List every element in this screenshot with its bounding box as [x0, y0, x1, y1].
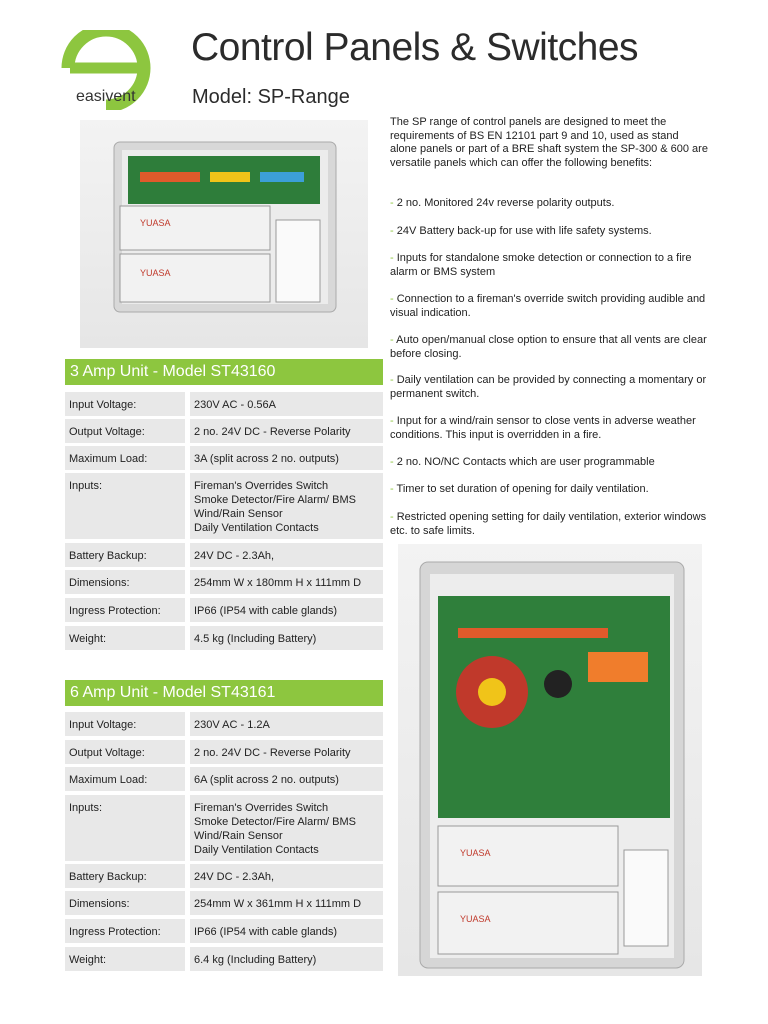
- spec-label: Maximum Load:: [65, 767, 185, 791]
- spec-row: [65, 543, 383, 567]
- unit-6amp-heading: 6 Amp Unit - Model ST43161: [65, 680, 383, 706]
- intro-paragraph: The SP range of control panels are designed to meet the requirements of BS EN 12101 part 9 and 10, used as stand alone panels or part of a BRE shaft system the SP-300 & 600 are versatile panels which can offer the following benefits:: [390, 116, 708, 169]
- page-title: Control Panels & Switches: [191, 26, 639, 69]
- control-panel-photo-large: [398, 544, 702, 976]
- control-panel-photo-small: [80, 120, 368, 348]
- battery-brand-text-2: YUASA: [140, 268, 171, 278]
- benefit-text: Restricted opening setting for daily ventilation, exterior windows etc. to safe limits.: [390, 511, 707, 537]
- spec-label: Input Voltage:: [65, 392, 185, 416]
- spec-value: 3A (split across 2 no. outputs): [190, 446, 383, 470]
- bullet-dash-icon: -: [390, 374, 397, 386]
- bullet-dash-icon: -: [390, 225, 397, 237]
- benefit-item: [390, 225, 708, 239]
- benefit-item: [390, 197, 708, 211]
- spec-label: Weight:: [65, 626, 185, 650]
- benefit-item: [390, 334, 708, 361]
- spec-value: 6.4 kg (Including Battery): [190, 947, 383, 971]
- spec-label: Inputs:: [65, 795, 185, 861]
- benefit-item: [390, 483, 708, 497]
- benefit-text: Connection to a fireman's override switch providing audible and visual indication.: [390, 293, 706, 319]
- spec-label: Ingress Protection:: [65, 919, 185, 943]
- spec-row: [65, 446, 383, 470]
- spec-value: 24V DC - 2.3Ah,: [190, 864, 383, 888]
- battery-brand-text-4: YUASA: [460, 914, 491, 924]
- bullet-dash-icon: -: [390, 511, 397, 523]
- spec-label: Maximum Load:: [65, 446, 185, 470]
- bullet-dash-icon: -: [390, 252, 397, 264]
- benefit-text: Inputs for standalone smoke detection or connection to a fire alarm or BMS system: [390, 252, 692, 278]
- spec-row: [65, 473, 383, 539]
- benefit-text: 2 no. Monitored 24v reverse polarity outputs.: [396, 197, 615, 209]
- spec-label: Output Voltage:: [65, 419, 185, 443]
- benefit-item: [390, 293, 708, 320]
- spec-value: 230V AC - 0.56A: [190, 392, 383, 416]
- spec-value: 6A (split across 2 no. outputs): [190, 767, 383, 791]
- bullet-dash-icon: -: [390, 197, 397, 209]
- spec-label: Inputs:: [65, 473, 185, 539]
- battery-brand-text-3: YUASA: [460, 848, 491, 858]
- spec-row: [65, 626, 383, 650]
- benefit-text: Input for a wind/rain sensor to close vents in adverse weather conditions. This input is overridden in a fire.: [390, 415, 696, 441]
- spec-label: Output Voltage:: [65, 740, 185, 764]
- benefit-item: [390, 456, 708, 470]
- spec-value: 254mm W x 180mm H x 111mm D: [190, 570, 383, 594]
- spec-value: 24V DC - 2.3Ah,: [190, 543, 383, 567]
- benefit-item: [390, 415, 708, 442]
- spec-row: [65, 767, 383, 791]
- benefit-item: [390, 252, 708, 279]
- spec-row: [65, 947, 383, 971]
- spec-label: Battery Backup:: [65, 864, 185, 888]
- spec-value: 4.5 kg (Including Battery): [190, 626, 383, 650]
- spec-row: [65, 712, 383, 736]
- spec-row: [65, 392, 383, 416]
- spec-row: [65, 795, 383, 861]
- spec-row: [65, 919, 383, 943]
- benefit-text: 2 no. NO/NC Contacts which are user programmable: [396, 456, 655, 468]
- spec-value: IP66 (IP54 with cable glands): [190, 919, 383, 943]
- spec-row: [65, 740, 383, 764]
- benefit-text: Timer to set duration of opening for daily ventilation.: [396, 483, 649, 495]
- spec-row: [65, 419, 383, 443]
- spec-row: [65, 598, 383, 622]
- bullet-dash-icon: -: [390, 483, 397, 495]
- spec-value: Fireman's Overrides Switch Smoke Detector/Fire Alarm/ BMS Wind/Rain Sensor Daily Ventilation Contacts: [190, 473, 383, 539]
- spec-row: [65, 570, 383, 594]
- benefit-text: Auto open/manual close option to ensure that all vents are clear before closing.: [390, 334, 707, 360]
- spec-label: Ingress Protection:: [65, 598, 185, 622]
- spec-row: [65, 864, 383, 888]
- spec-value: 2 no. 24V DC - Reverse Polarity: [190, 740, 383, 764]
- brand-name: easivent: [76, 88, 136, 105]
- benefit-item: [390, 511, 708, 538]
- battery-brand-text-1: YUASA: [140, 218, 171, 228]
- spec-value: Fireman's Overrides Switch Smoke Detector/Fire Alarm/ BMS Wind/Rain Sensor Daily Ventilation Contacts: [190, 795, 383, 861]
- spec-label: Dimensions:: [65, 891, 185, 915]
- benefit-text: Daily ventilation can be provided by connecting a momentary or permanent switch.: [390, 374, 707, 400]
- spec-label: Weight:: [65, 947, 185, 971]
- spec-label: Dimensions:: [65, 570, 185, 594]
- spec-value: IP66 (IP54 with cable glands): [190, 598, 383, 622]
- spec-value: 230V AC - 1.2A: [190, 712, 383, 736]
- bullet-dash-icon: -: [390, 415, 397, 427]
- spec-value: 2 no. 24V DC - Reverse Polarity: [190, 419, 383, 443]
- bullet-dash-icon: -: [390, 456, 397, 468]
- bullet-dash-icon: -: [390, 334, 397, 346]
- spec-label: Battery Backup:: [65, 543, 185, 567]
- bullet-dash-icon: -: [390, 293, 397, 305]
- benefit-text: 24V Battery back-up for use with life safety systems.: [396, 225, 652, 237]
- spec-row: [65, 891, 383, 915]
- benefit-item: [390, 374, 708, 401]
- unit-3amp-heading: 3 Amp Unit - Model ST43160: [65, 359, 383, 385]
- spec-label: Input Voltage:: [65, 712, 185, 736]
- page-subtitle: Model: SP-Range: [192, 86, 350, 108]
- spec-value: 254mm W x 361mm H x 111mm D: [190, 891, 383, 915]
